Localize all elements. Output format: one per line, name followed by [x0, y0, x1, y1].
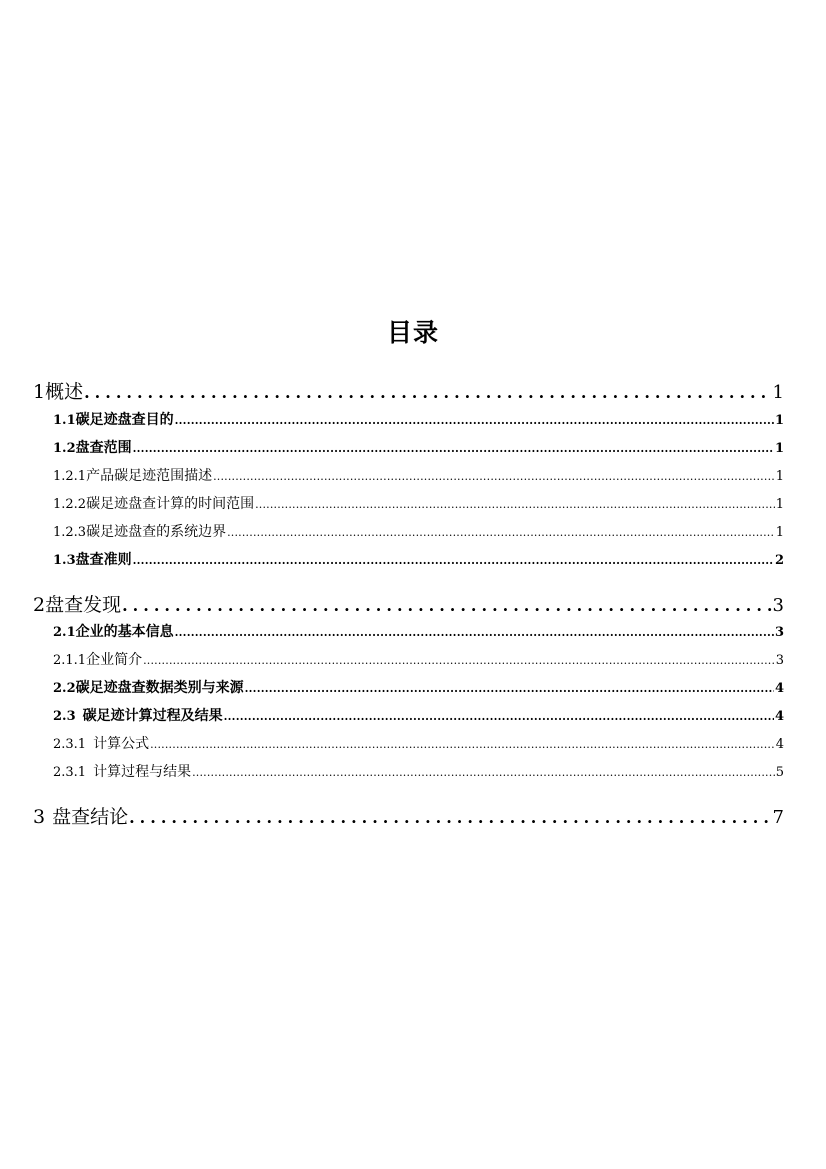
toc-page-number: 3 — [775, 653, 784, 668]
toc-label: 盘查发现 — [45, 594, 122, 616]
toc-label: 盘查范围 — [75, 440, 132, 456]
toc-page-number: 3 — [772, 595, 784, 616]
dot-leader — [133, 554, 774, 567]
toc-number: 2 — [33, 594, 46, 616]
toc-number: 2.1.1 — [53, 653, 87, 668]
toc-entry-2-2[interactable] — [53, 677, 784, 697]
toc-number: 2.3.1 — [53, 737, 87, 752]
toc-page-number: 3 — [774, 625, 784, 640]
dot-leader — [255, 498, 775, 511]
toc-number: 2.1 — [53, 625, 76, 640]
toc-number: 2.2 — [53, 681, 76, 696]
toc-number: 1.2 — [53, 441, 76, 456]
toc-entry-2-3[interactable] — [53, 705, 784, 725]
dot-leader — [245, 682, 774, 695]
toc-label: 企业的基本信息 — [75, 624, 174, 640]
toc-entry-2-3-1[interactable] — [53, 733, 784, 753]
page-title: 目录 — [386, 318, 439, 347]
toc-number: 2.3.1 — [53, 765, 87, 780]
toc-label: 计算过程与结果 — [93, 764, 192, 780]
toc-entry-1[interactable] — [33, 377, 784, 404]
toc-entry-2-3-1b[interactable] — [53, 761, 784, 781]
toc-page-number: 1 — [775, 497, 784, 512]
toc-page-number: 4 — [775, 737, 784, 752]
toc-entry-1-1[interactable] — [53, 409, 784, 429]
dot-leader — [84, 383, 771, 402]
toc-label: 企业简介 — [86, 652, 143, 668]
toc-label: 计算公式 — [93, 736, 150, 752]
toc-page-number: 4 — [774, 681, 784, 696]
dot-leader — [175, 414, 774, 427]
toc-label: 碳足迹盘查计算的时间范围 — [86, 496, 255, 512]
toc-label: 碳足迹盘查目的 — [75, 412, 174, 428]
dot-leader — [192, 766, 775, 779]
toc-page-number: 1 — [774, 413, 784, 428]
toc-entry-1-2-2[interactable] — [53, 493, 784, 513]
toc-number: 1.1 — [53, 413, 76, 428]
dot-leader — [133, 442, 774, 455]
dot-leader — [150, 738, 775, 751]
toc-number: 1.2.3 — [53, 525, 87, 540]
dot-leader — [224, 710, 774, 723]
toc-page-number: 1 — [775, 525, 784, 540]
toc-page-number: 7 — [772, 807, 784, 828]
dot-leader — [227, 526, 775, 539]
toc-label: 盘查结论 — [52, 806, 129, 828]
toc-page-number: 1 — [772, 382, 784, 403]
toc-entry-1-3[interactable] — [53, 549, 784, 569]
dot-leader — [213, 470, 775, 483]
toc-page-number: 4 — [774, 709, 784, 724]
toc-label: 碳足迹盘查数据类别与来源 — [75, 680, 244, 696]
toc-entry-3[interactable] — [33, 802, 784, 829]
toc-label: 产品碳足迹范围描述 — [86, 468, 213, 484]
toc-entry-1-2[interactable] — [53, 437, 784, 457]
toc-label: 盘查准则 — [75, 552, 132, 568]
toc-number: 1.3 — [53, 553, 76, 568]
toc-entry-2[interactable] — [33, 590, 784, 617]
toc-entry-1-2-1[interactable] — [53, 465, 784, 485]
toc-page-number: 1 — [774, 441, 784, 456]
toc-number: 1.2.1 — [53, 469, 87, 484]
toc-entry-1-2-3[interactable] — [53, 521, 784, 541]
dot-leader — [122, 596, 771, 615]
toc-label: 碳足迹计算过程及结果 — [82, 708, 223, 724]
toc-number: 1 — [33, 381, 46, 403]
toc-page-number: 5 — [775, 765, 784, 780]
toc-label: 碳足迹盘查的系统边界 — [86, 524, 227, 540]
toc-entry-2-1[interactable] — [53, 621, 784, 641]
dot-leader — [143, 654, 775, 667]
dot-leader — [129, 808, 771, 827]
toc-number: 2.3 — [53, 709, 76, 724]
dot-leader — [175, 626, 774, 639]
toc-number: 1.2.2 — [53, 497, 87, 512]
toc-page-number: 2 — [774, 553, 784, 568]
toc-number: 3 — [33, 806, 46, 828]
toc-entry-2-1-1[interactable] — [53, 649, 784, 669]
toc-page-number: 1 — [775, 469, 784, 484]
toc-label: 概述 — [45, 381, 84, 403]
